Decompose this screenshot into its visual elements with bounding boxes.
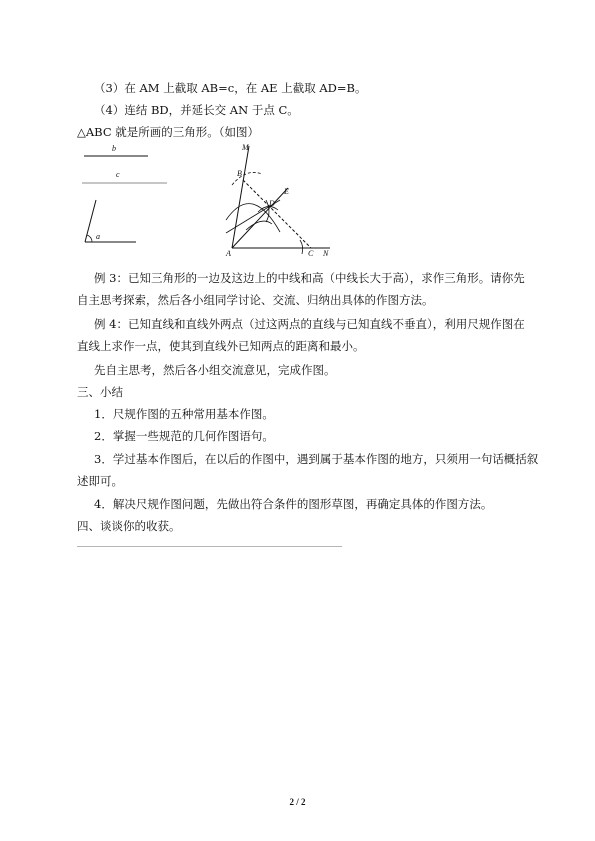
label-A: A (226, 249, 231, 258)
summary-item-3: 3．学过基本作图后，在以后的作图中，遇到属于基本作图的地方，只须用一句话概括叙 (94, 452, 539, 466)
example-4-line-2: 直线上求作一点，使其到直线外已知两点的距离和最小。 (77, 339, 365, 353)
step-4: （4）连结 BD，并延长交 AN 于点 C。 (94, 103, 299, 117)
label-B: B (237, 169, 242, 178)
section-4-heading: 四、谈谈你的收获。 (77, 519, 181, 533)
conclusion: △ABC 就是所画的三角形。（如图） (77, 125, 260, 139)
example-3-line-1: 例 3：已知三角形的一边及这边上的中线和高（中线长大于高），求作三角形。请你先 (94, 271, 525, 285)
label-angle: a (96, 232, 100, 241)
example-3-line-2: 自主思考探索，然后各小组同学讨论、交流、归纳出具体的作图方法。 (77, 293, 434, 307)
construction-figure (222, 140, 337, 262)
given-elements-figure (74, 142, 174, 252)
answer-line (77, 546, 342, 547)
angle-arc (87, 235, 92, 242)
label-N: N (323, 249, 329, 258)
label-C: C (308, 249, 314, 258)
think-first: 先自主思考，然后各小组交流意见，完成作图。 (94, 363, 336, 377)
summary-heading: 三、小结 (77, 385, 123, 399)
label-D: D (269, 199, 275, 208)
label-M: M (242, 143, 249, 152)
summary-item-2: 2．掌握一些规范的几何作图语句。 (94, 429, 274, 443)
arc-C-mark (300, 240, 303, 254)
page-number: 2 / 2 (289, 797, 306, 807)
segment-BC-dashed (243, 180, 311, 248)
step-3: （3）在 AM 上截取 AB=c，在 AE 上截取 AD=B。 (94, 81, 367, 95)
angle-arm-slanted (85, 200, 96, 242)
label-b: b (112, 144, 116, 153)
summary-item-3-cont: 述即可。 (77, 474, 123, 488)
label-c: c (116, 170, 120, 179)
label-E: E (284, 187, 289, 196)
summary-item-1: 1．尺规作图的五种常用基本作图。 (94, 407, 274, 421)
example-4-line-1: 例 4：已知直线和直线外两点（过这两点的直线与已知直线不垂直），利用尺规作图在 (94, 317, 525, 331)
summary-item-4: 4．解决尺规作图问题，先做出符合条件的图形草图，再确定具体的作图方法。 (94, 497, 493, 511)
